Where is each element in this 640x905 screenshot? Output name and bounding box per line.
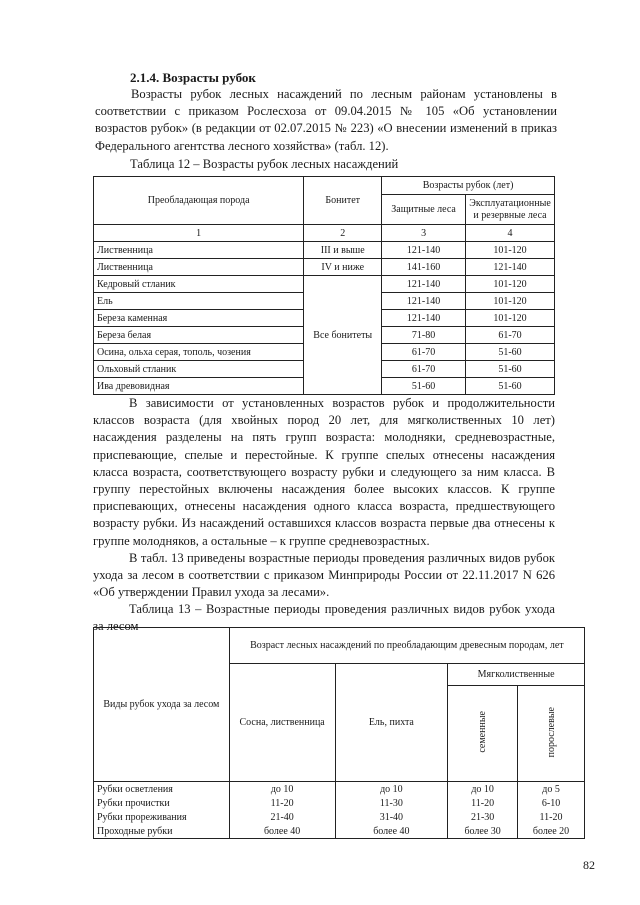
text-line: возрастов рубок» (в редакции от 02.07.2015 № 223) «О внесении изменений в приказ [95, 121, 557, 136]
text-line: приспевающих, отнесены насаждения одного класса возраста, предшествующего [93, 499, 555, 514]
intro-paragraph [95, 86, 557, 155]
protective-cell: 121-140 [382, 276, 466, 293]
col-header-types: Виды рубок ухода за лесом [94, 628, 230, 782]
seed-cell: 21-30 [448, 810, 518, 824]
species-cell: Кедровый стланик [94, 276, 304, 293]
exploitation-cell: 51-60 [465, 378, 554, 395]
table12-caption: Таблица 12 – Возрасты рубок лесных насаждений [130, 157, 399, 171]
text-line: Возрасты рубок лесных насаждений по лесным районам установлены в [131, 87, 557, 101]
coppice-label: порослевые [545, 706, 557, 758]
species-cell: Береза белая [94, 327, 304, 344]
caption-line: Таблица 13 – Возрастные периоды проведения различных видов рубок ухода [129, 602, 555, 616]
table-row [94, 810, 585, 824]
bonitet-merged-cell: Все бонитеты [304, 276, 382, 395]
protective-cell: 121-140 [382, 242, 466, 259]
type-cell: Рубки прореживания [94, 810, 230, 824]
exploitation-cell: 121-140 [465, 259, 554, 276]
col-header-age: Возраст лесных насаждений по преобладающим древесным породам, лет [229, 628, 584, 664]
table-row [94, 259, 555, 276]
species-cell: Лиственница [94, 259, 304, 276]
text-line: группе молодняков, а остальные – к группе средневозрастных. [93, 533, 430, 548]
col-number: 3 [382, 225, 466, 242]
col-number: 4 [465, 225, 554, 242]
coppice-cell: 6-10 [518, 796, 585, 810]
bonitet-cell: IV и ниже [304, 259, 382, 276]
species-cell: Осина, ольха серая, тополь, чозения [94, 344, 304, 361]
exploitation-cell: 101-120 [465, 242, 554, 259]
seed-label: семенные [477, 711, 489, 753]
coppice-cell: более 20 [518, 824, 585, 839]
text-line: «Об утверждении Правил ухода за лесами». [93, 585, 330, 600]
pine-cell: более 40 [229, 824, 335, 839]
col-number: 2 [304, 225, 382, 242]
spruce-cell: более 40 [335, 824, 448, 839]
exploitation-cell: 61-70 [465, 327, 554, 344]
age-groups-paragraph [93, 395, 555, 550]
text-line: ухода за лесом в соответствии с приказом Минприроды России от 22.11.2017 N 626 [93, 568, 555, 583]
type-cell: Рубки прочистки [94, 796, 230, 810]
exploitation-cell: 51-60 [465, 361, 554, 378]
protective-cell: 61-70 [382, 361, 466, 378]
pine-cell: 11-20 [229, 796, 335, 810]
table-13 [93, 627, 585, 839]
type-cell: Проходные рубки [94, 824, 230, 839]
col-number: 1 [94, 225, 304, 242]
col-header-coppice [518, 686, 585, 782]
exploitation-cell: 101-120 [465, 276, 554, 293]
exploitation-cell: 51-60 [465, 344, 554, 361]
text-line: классов возраста (для хвойных пород 20 лет, для мягколиственных 10 лет) [93, 413, 555, 428]
coppice-cell: 11-20 [518, 810, 585, 824]
text-line: В табл. 13 приведены возрастные периоды проведения различных видов рубок [129, 551, 555, 565]
seed-cell: более 30 [448, 824, 518, 839]
species-cell: Ива древовидная [94, 378, 304, 395]
text-line: Федерального агентства лесного хозяйства» (табл. 12). [95, 138, 389, 153]
spruce-cell: до 10 [335, 782, 448, 797]
coppice-cell: до 5 [518, 782, 585, 797]
table-row [94, 796, 585, 810]
table-row [94, 242, 555, 259]
protective-cell: 51-60 [382, 378, 466, 395]
exploitation-cell: 101-120 [465, 293, 554, 310]
type-cell: Рубки осветления [94, 782, 230, 797]
text-line: возрасту рубки. Из насаждений оставшихся классов возраста первые два отнесены к [93, 516, 555, 531]
species-cell: Лиственница [94, 242, 304, 259]
seed-cell: до 10 [448, 782, 518, 797]
text-line: приспевающие, спелые и перестойные. К группе спелых отнесены насаждения [93, 447, 555, 462]
col-header-soft: Мягколиственные [448, 664, 585, 686]
text-line: класса возраста, соответствующего возрасту рубки и следующего за ним класса. В [93, 464, 555, 479]
exploitation-cell: 101-120 [465, 310, 554, 327]
spruce-cell: 31-40 [335, 810, 448, 824]
table-row [94, 782, 585, 797]
species-cell: Ольховый стланик [94, 361, 304, 378]
bonitet-cell: III и выше [304, 242, 382, 259]
col-header-ages: Возрасты рубок (лет) [382, 177, 555, 195]
pine-cell: до 10 [229, 782, 335, 797]
table-row [94, 276, 555, 293]
protective-cell: 141-160 [382, 259, 466, 276]
text-line: В зависимости от установленных возрастов рубок и продолжительности [129, 396, 555, 410]
species-cell: Береза каменная [94, 310, 304, 327]
col-header-species: Преобладающая порода [94, 177, 304, 225]
species-cell: Ель [94, 293, 304, 310]
table-12 [93, 176, 555, 395]
text-line: соответствии с приказом Рослесхоза от 09.04.2015 № 105 «Об установлении [95, 104, 557, 119]
spruce-cell: 11-30 [335, 796, 448, 810]
text-line: группу перестойных включены насаждения более высоких классов. К группе [93, 482, 555, 497]
protective-cell: 121-140 [382, 293, 466, 310]
protective-cell: 121-140 [382, 310, 466, 327]
seed-cell: 11-20 [448, 796, 518, 810]
table-row [94, 824, 585, 839]
protective-cell: 61-70 [382, 344, 466, 361]
col-header-pine: Сосна, лиственница [229, 664, 335, 782]
col-header-protective: Защитные леса [382, 195, 466, 225]
section-title: 2.1.4. Возрасты рубок [130, 70, 256, 85]
col-header-spruce: Ель, пихта [335, 664, 448, 782]
col-header-exploitation: Эксплуатационные и резервные леса [465, 195, 554, 225]
caption-line: за лесом [93, 619, 139, 634]
pine-cell: 21-40 [229, 810, 335, 824]
table13-intro-paragraph [93, 550, 555, 602]
protective-cell: 71-80 [382, 327, 466, 344]
col-header-seed [448, 686, 518, 782]
page-number: 82 [583, 858, 595, 872]
text-line: насаждения разделены на пять групп возраста: молодняки, средневозрастные, [93, 430, 555, 445]
col-header-bonitet: Бонитет [304, 177, 382, 225]
